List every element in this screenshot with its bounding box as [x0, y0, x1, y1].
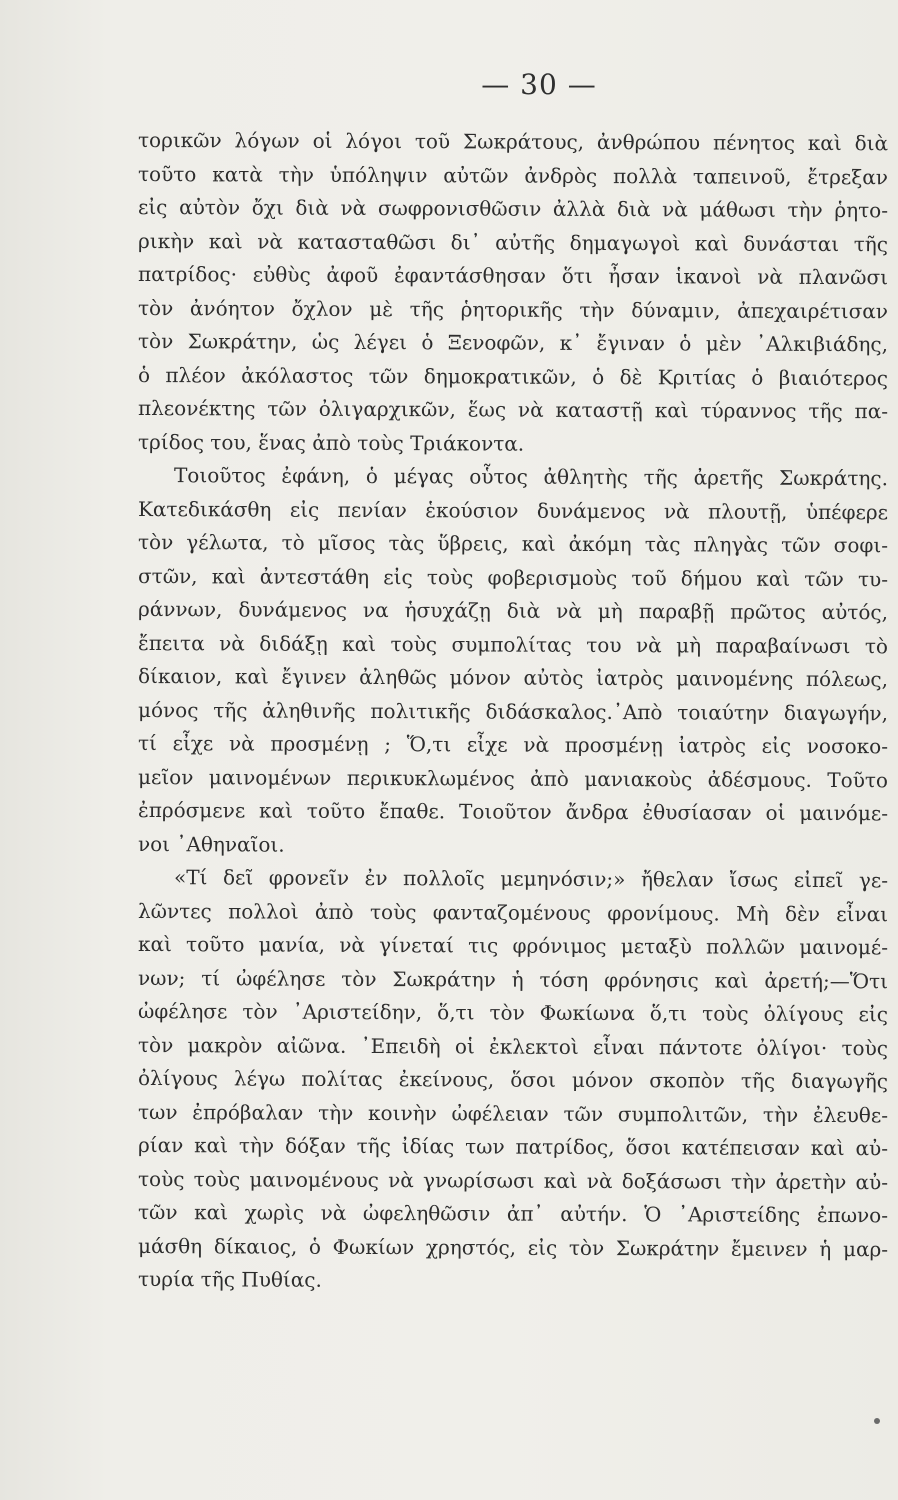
text-line: τορικῶν λόγων οἱ λόγοι τοῦ Σωκράτους, ἀνθρώπου πένητος καὶ διὰ [137, 128, 889, 156]
text-line: λῶντες πολλοὶ ἀπὸ τοὺς φανταζομένους φρονίμους. Μὴ δὲν εἶναι [137, 898, 889, 926]
text-line: πλεονέκτης τῶν ὀλιγαρχικῶν, ἕως νὰ καταστῇ καὶ τύραννος τῆς πα- [137, 396, 889, 424]
text-line: ρικὴν καὶ νὰ κατασταθῶσι δι᾽ αὐτῆς δημαγωγοὶ καὶ δυνάσται τῆς [137, 228, 889, 256]
body-text [138, 124, 888, 1297]
text-line: τυρία τῆς Πυθίας. [137, 1267, 322, 1292]
text-line: ρίαν καὶ τὴν δόξαν τῆς ἰδίας των πατρίδος, ὅσοι κατέπεισαν καὶ αὐ- [137, 1133, 889, 1161]
text-line: τρίδος του, ἕνας ἀπὸ τοὺς Τριάκοντα. [137, 429, 525, 456]
ink-speck [874, 1418, 880, 1424]
text-line: ράννων, δυνάμενος να ἡσυχάζῃ διὰ νὰ μὴ παραβῇ πρῶτος αὐτός, [137, 597, 889, 625]
text-line: Τοιοῦτος ἐφάνη, ὁ μέγας οὗτος ἀθλητὴς τῆς ἀρετῆς Σωκράτης. [173, 463, 889, 491]
text-line: των ἐπρόβαλαν τὴν κοινὴν ὠφέλειαν τῶν συμπολιτῶν, τὴν ἐλευθε- [137, 1099, 889, 1127]
text-line: μάσθη δίκαιος, ὁ Φωκίων χρηστός, εἰς τὸν Σωκράτην ἔμεινεν ἡ μαρ- [137, 1233, 889, 1261]
text-line: τῶν καὶ χωρὶς νὰ ὠφεληθῶσιν ἀπ᾽ αὐτήν. Ὁ ᾽Αριστείδης ἐπωνο- [137, 1200, 889, 1228]
text-line: νοι ᾽Αθηναῖοι. [137, 831, 285, 857]
text-line: ὁ πλέον ἀκόλαστος τῶν δημοκρατικῶν, ὁ δὲ Κριτίας ὁ βιαιότερος [137, 362, 889, 390]
page-number-text: — 30 — [481, 68, 597, 101]
text-line: τὸν ἀνόητον ὄχλον μὲ τῆς ῥητορικῆς τὴν δύναμιν, ἀπεχαιρέτισαν [137, 295, 889, 323]
text-line: στῶν, καὶ ἀντεστάθη εἰς τοὺς φοβερισμοὺς τοῦ δήμου καὶ τῶν τυ- [137, 563, 889, 591]
text-line: νων; τί ὠφέλησε τὸν Σωκράτην ἡ τόση φρόνησις καὶ ἀρετή;—Ὅτι [137, 965, 889, 993]
page-number [0, 68, 898, 101]
text-line: Κατεδικάσθη εἰς πενίαν ἑκούσιον δυνάμενος νὰ πλουτῇ, ὑπέφερε [137, 496, 889, 524]
text-line: τὸν Σωκράτην, ὡς λέγει ὁ Ξενοφῶν, κ᾽ ἔγιναν ὁ μὲν ᾽Αλκιβιάδης, [137, 329, 889, 357]
text-line: ὀλίγους λέγω πολίτας ἐκείνους, ὅσοι μόνον σκοπὸν τῆς διαγωγῆς [137, 1066, 889, 1094]
text-line: εἰς αὐτὸν ὄχι διὰ νὰ σωφρονισθῶσιν ἀλλὰ διὰ νὰ μάθωσι τὴν ῥητο- [137, 195, 889, 223]
text-line: μόνος τῆς ἀληθινῆς πολιτικῆς διδάσκαλος.᾽Απὸ τοιαύτην διαγωγήν, [137, 697, 889, 725]
text-line: τί εἶχε νὰ προσμένῃ ; Ὅ,τι εἶχε νὰ προσμένῃ ἰατρὸς εἰς νοσοκο- [137, 731, 889, 759]
text-line: μεῖον μαινομένων περικυκλωμένος ἀπὸ μανιακοὺς ἀδέσμους. Τοῦτο [137, 764, 889, 792]
text-line: τοὺς τοὺς μαινομένους νὰ γνωρίσωσι καὶ νὰ δοξάσωσι τὴν ἀρετὴν αὐ- [137, 1166, 889, 1194]
text-line: τοῦτο κατὰ τὴν ὑπόληψιν αὐτῶν ἀνδρὸς πολλὰ ταπεινοῦ, ἔτρεξαν [137, 161, 889, 189]
text-line: τὸν γέλωτα, τὸ μῖσος τὰς ὕβρεις, καὶ ἀκόμη τὰς πληγὰς τῶν σοφι- [137, 530, 889, 558]
text-line: τὸν μακρὸν αἰῶνα. ᾽Επειδὴ οἱ ἐκλεκτοὶ εἶναι πάντοτε ὀλίγοι· τοὺς [137, 1032, 889, 1060]
text-line: καὶ τοῦτο μανία, νὰ γίνεταί τις φρόνιμος μεταξὺ πολλῶν μαινομέ- [137, 932, 889, 960]
text-line: πατρίδος· εὐθὺς ἀφοῦ ἐφαντάσθησαν ὅτι ἦσαν ἱκανοὶ νὰ πλανῶσι [137, 262, 889, 290]
text-line: ἔπειτα νὰ διδάξῃ καὶ τοὺς συμπολίτας του νὰ μὴ παραβαίνωσι τὸ [137, 630, 889, 658]
text-line: δίκαιον, καὶ ἔγινεν ἀληθῶς μόνον αὐτὸς ἰατρὸς μαινομένης πόλεως, [137, 664, 889, 692]
text-line: «Τί δεῖ φρονεῖν ἐν πολλοῖς μεμηνόσιν;» ἤθελαν ἴσως εἰπεῖ γε- [173, 865, 889, 893]
text-line: ἐπρόσμενε καὶ τοῦτο ἔπαθε. Τοιοῦτον ἄνδρα ἐθυσίασαν οἱ μαινόμε- [137, 798, 889, 826]
text-line: ὠφέλησε τὸν ᾽Αριστείδην, ὅ,τι τὸν Φωκίωνα ὅ,τι τοὺς ὀλίγους εἰς [137, 999, 889, 1027]
